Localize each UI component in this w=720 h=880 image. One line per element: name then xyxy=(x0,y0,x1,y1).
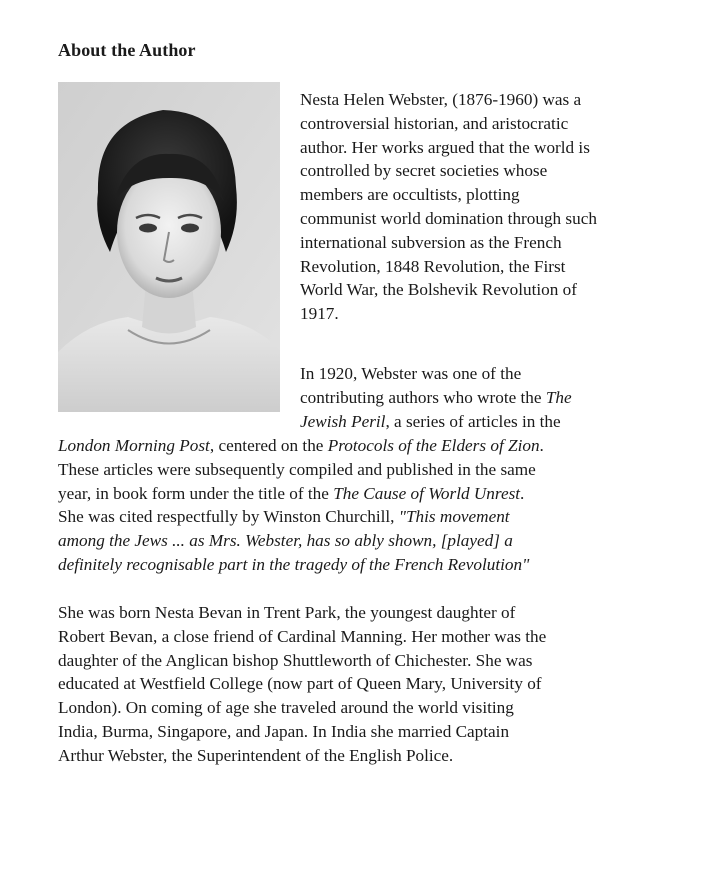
text-segment: , centered on the xyxy=(209,436,328,455)
italic-title: The Cause of World Unrest xyxy=(333,483,521,503)
text-line: In 1920, Webster was one of the xyxy=(300,364,522,383)
text-line: India, Burma, Singapore, and Japan. In India she married Captain xyxy=(58,721,510,741)
text-line: international subversion as the French xyxy=(300,232,562,252)
text-line xyxy=(58,482,544,506)
text-line: World War, the Bolshevik Revolution of xyxy=(300,280,577,300)
text-segment: She was cited respectfully by Winston Churchill, xyxy=(58,507,399,527)
text-line: London). On coming of age she traveled around the world visiting xyxy=(58,698,514,718)
text-segment: . xyxy=(520,483,525,503)
text-line: controversial historian, and aristocratic xyxy=(300,113,569,133)
text-line xyxy=(58,505,544,529)
text-line xyxy=(58,434,544,458)
text-segment: , a series of articles in the xyxy=(385,411,561,431)
text-line: Nesta Helen Webster, (1876-1960) was a xyxy=(300,90,582,109)
text-line: She was born Nesta Bevan in Trent Park, the youngest daughter of xyxy=(58,603,516,622)
text-line xyxy=(58,529,544,553)
text-line: communist world domination through such xyxy=(300,208,597,228)
text-line xyxy=(300,410,572,434)
text-line: members are occultists, plotting xyxy=(300,185,520,205)
text-segment: contributing authors who wrote the xyxy=(300,387,546,407)
italic-title: Jewish Peril xyxy=(300,411,386,431)
text-line: daughter of the Anglican bishop Shuttleworth of Chichester. She was xyxy=(58,650,533,670)
text-segment: . xyxy=(539,436,544,455)
author-portrait xyxy=(58,82,280,412)
text-segment: year, in book form under the title of the xyxy=(58,483,334,503)
quote-segment: "This movement xyxy=(398,507,510,527)
bio-paragraph-3 xyxy=(58,601,546,768)
text-line: Robert Bevan, a close friend of Cardinal Manning. Her mother was the xyxy=(58,626,547,646)
text-line xyxy=(58,553,544,577)
bio-paragraph-2 xyxy=(58,434,544,577)
text-line: Arthur Webster, the Superintendent of the English Police. xyxy=(58,745,454,765)
text-line: educated at Westfield College (now part of Queen Mary, University of xyxy=(58,674,542,694)
bio-paragraph-1 xyxy=(300,88,597,326)
text-line: Revolution, 1848 Revolution, the First xyxy=(300,256,566,276)
text-line xyxy=(300,386,572,410)
italic-title: Protocols of the Elders of Zion xyxy=(327,436,540,455)
text-line: These articles were subsequently compiled and published in the same xyxy=(58,459,536,479)
bio-paragraph-2-wrapped xyxy=(300,362,572,433)
text-line: author. Her works argued that the world is xyxy=(300,137,590,157)
quote-segment: definitely recognisable part in the tragedy of the French Revolution" xyxy=(58,554,530,574)
italic-title: The xyxy=(545,387,572,407)
text-line: 1917. xyxy=(300,304,339,324)
italic-title: London Morning Post xyxy=(58,436,210,455)
quote-segment: among the Jews ... as Mrs. Webster, has so ably shown, [played] a xyxy=(58,531,513,551)
section-heading: About the Author xyxy=(58,40,196,60)
text-line: controlled by secret societies whose xyxy=(300,161,548,181)
